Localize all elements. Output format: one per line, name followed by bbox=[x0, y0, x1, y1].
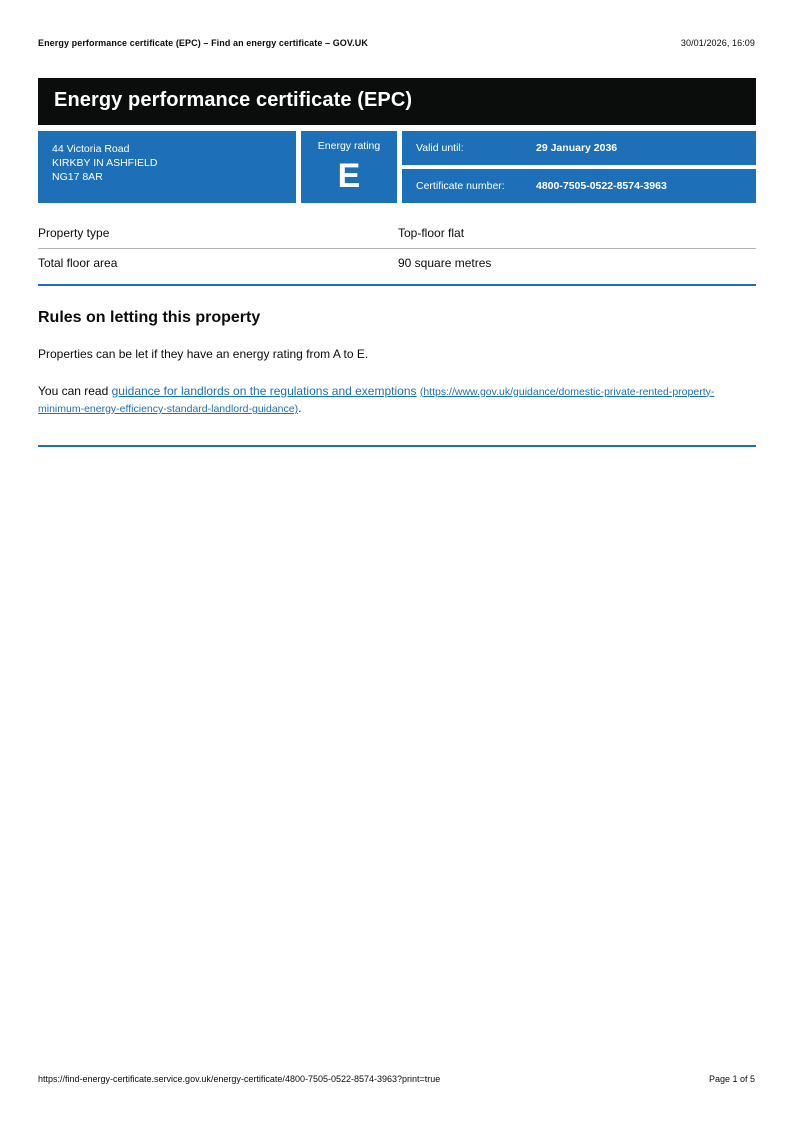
valid-until-label: Valid until: bbox=[416, 142, 464, 154]
document-content bbox=[38, 78, 756, 447]
property-type-label: Property type bbox=[38, 219, 398, 249]
table-row bbox=[38, 219, 756, 249]
energy-rating-letter: E bbox=[337, 156, 361, 195]
total-floor-area-label: Total floor area bbox=[38, 256, 118, 270]
property-details-table bbox=[38, 219, 756, 278]
address-line-3: NG17 8AR bbox=[52, 170, 103, 183]
valid-until-value: 29 January 2036 bbox=[536, 142, 618, 154]
rules-heading: Rules on letting this property bbox=[38, 309, 261, 326]
address-line-2: KIRKBY IN ASHFIELD bbox=[52, 156, 158, 169]
rules-on-letting-section bbox=[38, 308, 756, 417]
property-address bbox=[38, 131, 296, 203]
print-footer bbox=[38, 1074, 755, 1084]
print-footer-page: Page 1 of 5 bbox=[708, 1074, 755, 1084]
certificate-title-bar bbox=[38, 78, 756, 125]
property-type-value: Top-floor flat bbox=[398, 219, 756, 249]
table-row bbox=[38, 249, 756, 279]
section-divider-bottom bbox=[38, 445, 756, 447]
rules-paragraph-2-suffix: . bbox=[298, 400, 302, 415]
valid-until-row bbox=[402, 131, 756, 165]
certificate-number-value: 4800-7505-0522-8574-3963 bbox=[536, 180, 667, 192]
certificate-number-label: Certificate number: bbox=[416, 180, 505, 192]
energy-rating-badge bbox=[301, 131, 397, 203]
section-divider-top bbox=[38, 284, 756, 286]
certificate-summary bbox=[38, 131, 756, 203]
certificate-meta bbox=[402, 131, 756, 203]
print-header-timestamp: 30/01/2026, 16:09 bbox=[680, 38, 755, 48]
print-header bbox=[38, 38, 755, 48]
landlord-guidance-link[interactable]: guidance for landlords on the regulations and exemptions bbox=[111, 383, 417, 398]
address-line-1: 44 Victoria Road bbox=[52, 143, 130, 155]
certificate-number-row bbox=[402, 169, 756, 203]
page-title: Energy performance certificate (EPC) bbox=[54, 89, 413, 111]
rules-paragraph-1: Properties can be let if they have an energy rating from A to E. bbox=[38, 347, 369, 362]
rules-paragraph-2-prefix: You can read bbox=[38, 383, 112, 398]
landlord-guidance-url: (https://www.gov.uk/guidance/domestic-private-rented-property-minimum-energy-efficiency-standard-landlord-guidance) bbox=[38, 385, 715, 415]
rules-paragraph-2 bbox=[38, 383, 756, 418]
print-header-title: Energy performance certificate (EPC) – Find an energy certificate – GOV.UK bbox=[38, 38, 368, 48]
total-floor-area-value: 90 square metres bbox=[398, 256, 492, 270]
energy-rating-label: Energy rating bbox=[317, 140, 381, 152]
print-footer-url: https://find-energy-certificate.service.gov.uk/energy-certificate/4800-7505-0522-8574-3963?print=true bbox=[38, 1074, 441, 1084]
